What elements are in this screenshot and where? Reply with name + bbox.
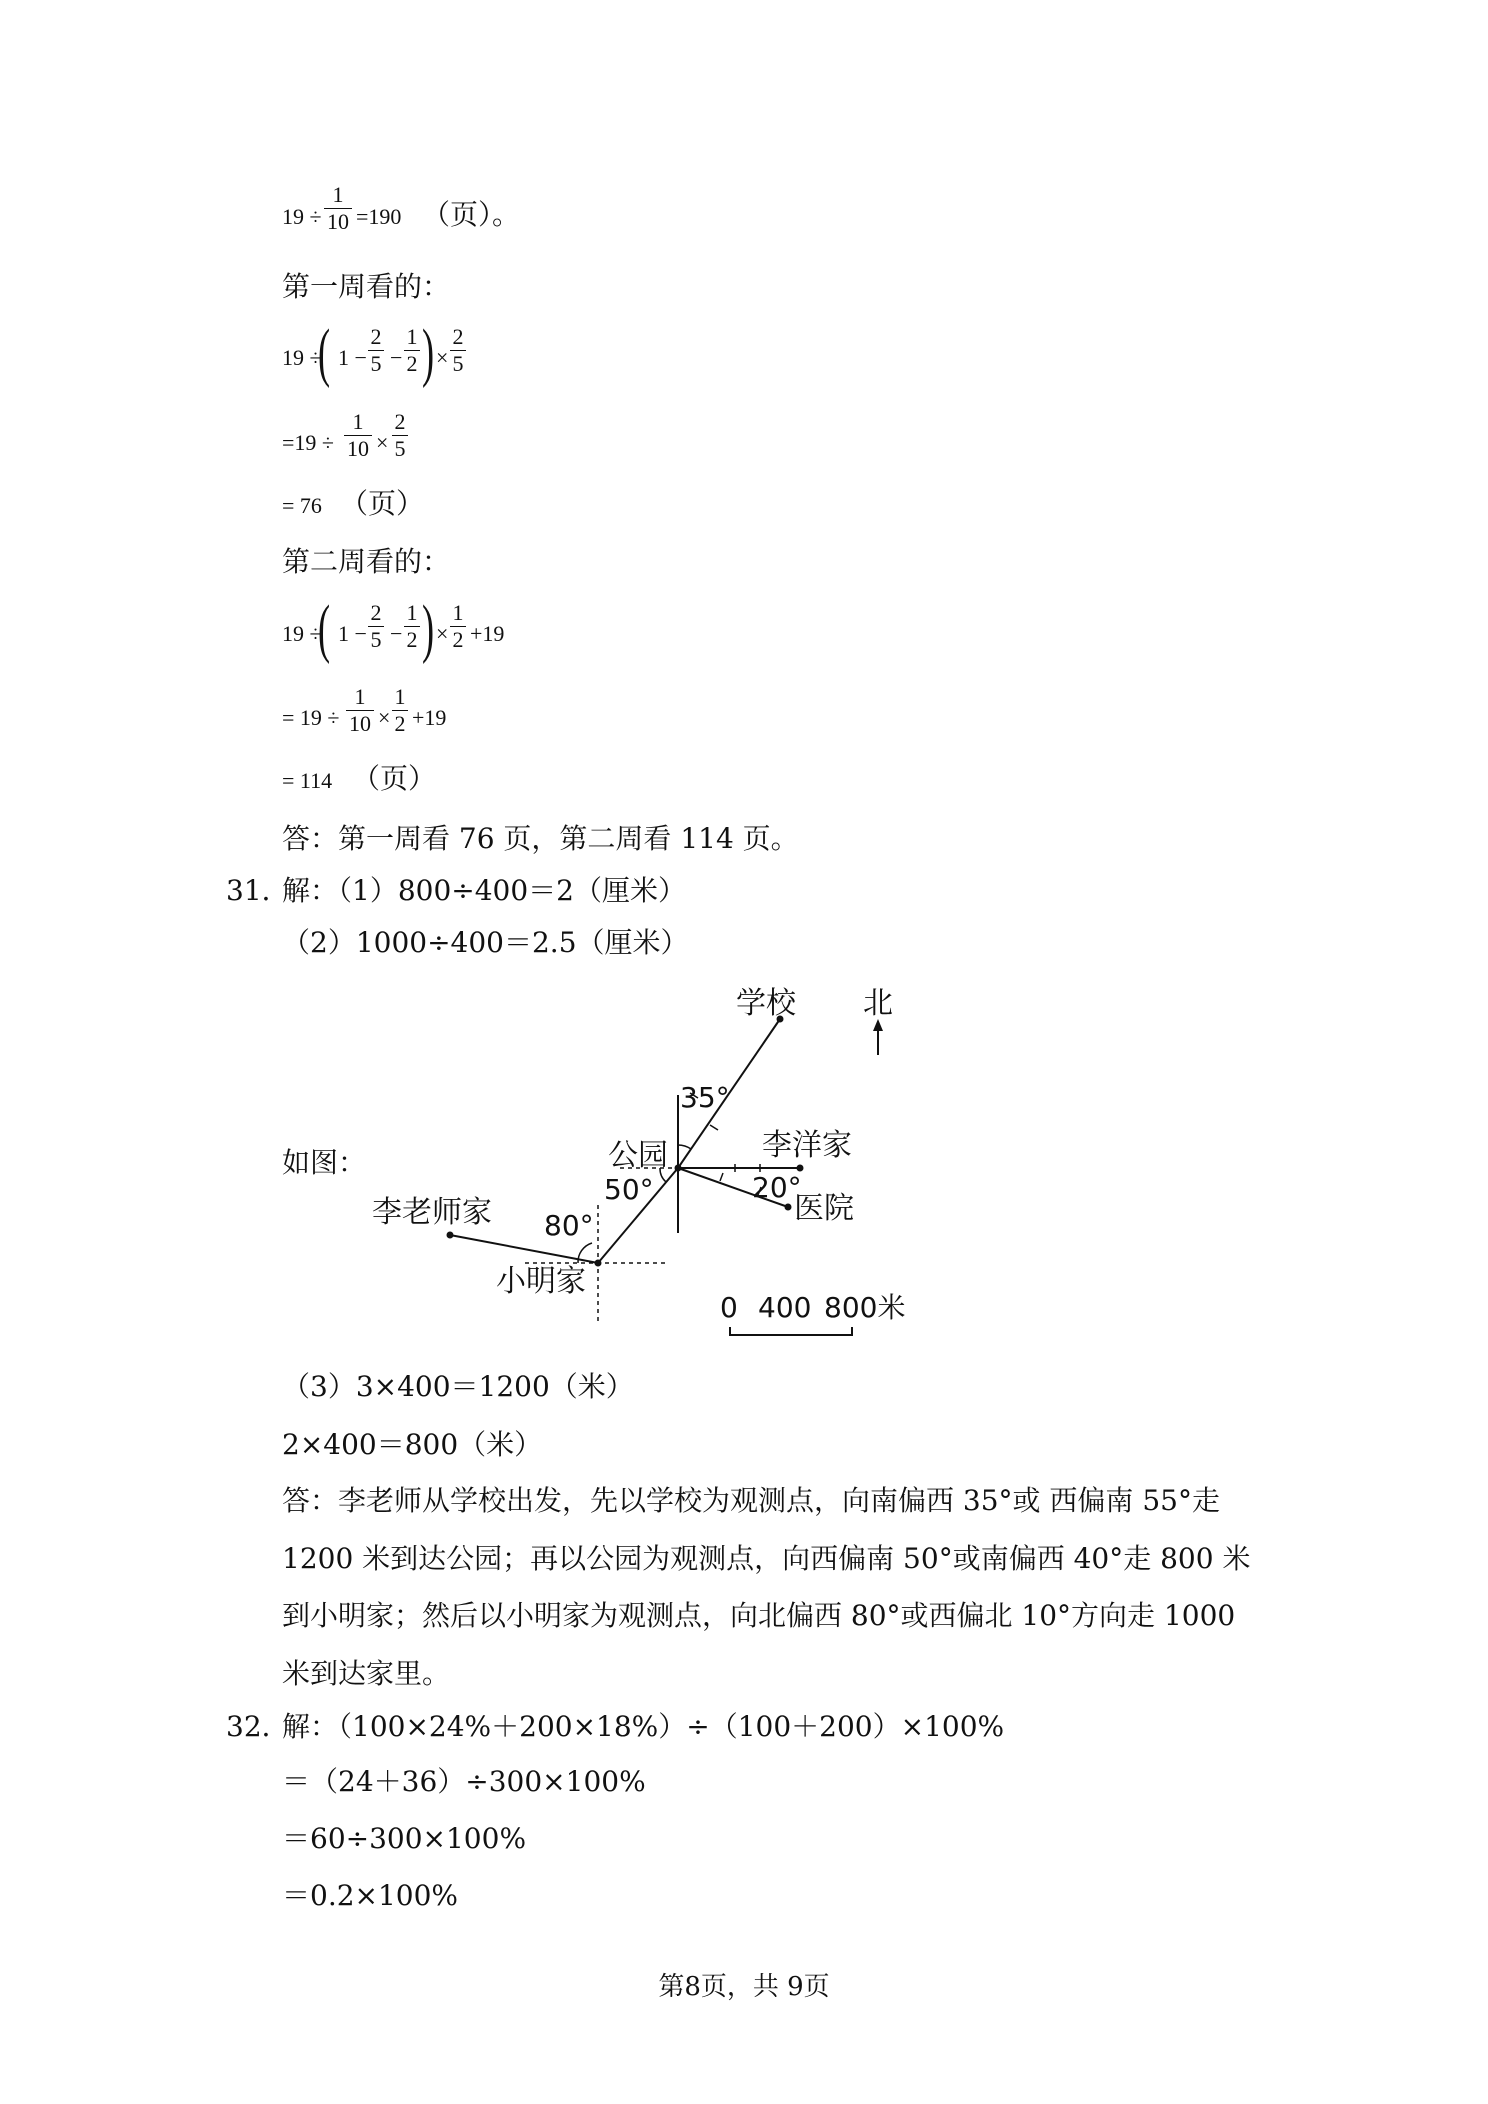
xiaoming-point <box>595 1260 602 1267</box>
denominator: 10 <box>344 435 372 462</box>
right-paren: ) <box>422 592 435 665</box>
denominator: 2 <box>450 626 466 653</box>
angle-35-arc <box>678 1145 691 1149</box>
label-liyang: 李洋家 <box>762 1128 852 1163</box>
denominator: 5 <box>392 435 408 462</box>
numerator: 2 <box>452 324 464 349</box>
left-paren: ( <box>318 316 331 389</box>
right-paren: ) <box>422 316 435 389</box>
unit-text: （页）。 <box>422 198 521 231</box>
denominator: 2 <box>404 350 420 377</box>
fraction <box>368 600 384 653</box>
expr-part: 1 − <box>338 345 367 370</box>
q32-line: ＝0.2×100% <box>282 1879 459 1912</box>
scale-bar <box>730 1327 852 1335</box>
label-angle-35: 35° <box>680 1081 730 1114</box>
expr-part: +19 <box>412 705 447 730</box>
denominator: 2 <box>392 710 408 737</box>
denominator: 5 <box>450 350 466 377</box>
label-angle-20: 20° <box>752 1171 802 1204</box>
denominator: 2 <box>404 626 420 653</box>
answer-line: 1200 米到达公园；再以公园为观测点，向西偏南 50°或南偏西 40°走 800 米 <box>282 1542 1251 1575</box>
fraction <box>392 684 408 737</box>
fraction <box>404 600 420 653</box>
park-point <box>675 1165 682 1172</box>
numerator: 2 <box>370 600 382 625</box>
expr-part: 19 ÷ <box>282 345 322 370</box>
week2-label: 第二周看的： <box>282 545 451 578</box>
label-hospital: 医院 <box>794 1191 854 1226</box>
q31-part2: （2）1000÷400＝2.5（厘米） <box>282 926 689 959</box>
numerator: 1 <box>406 600 418 625</box>
scale-label-800: 800米 <box>824 1291 906 1324</box>
direction-map <box>360 975 920 1350</box>
left-paren: ( <box>318 592 331 665</box>
numerator: 1 <box>452 600 464 625</box>
label-school: 学校 <box>736 986 796 1021</box>
teacher-point <box>447 1232 454 1239</box>
numerator: 1 <box>354 684 366 709</box>
fraction <box>450 600 466 653</box>
expr-part: = 114 <box>282 768 333 793</box>
numerator: 1 <box>406 324 418 349</box>
denominator: 5 <box>368 626 384 653</box>
q31-part4: 2×400＝800（米） <box>282 1428 543 1461</box>
fraction <box>324 182 352 235</box>
numerator: 1 <box>394 684 406 709</box>
numerator: 2 <box>394 409 406 434</box>
label-north: 北 <box>863 986 893 1021</box>
label-angle-80: 80° <box>544 1209 594 1242</box>
expr-part: 19 ÷ <box>282 621 322 646</box>
question-number-31: 31． <box>226 874 290 907</box>
fraction <box>450 324 466 377</box>
q32-line: ＝（24＋36）÷300×100% <box>282 1765 646 1798</box>
label-park: 公园 <box>608 1138 668 1173</box>
denominator: 10 <box>346 710 374 737</box>
label-teacher: 李老师家 <box>372 1195 492 1230</box>
expr-part: − <box>390 621 403 646</box>
scale-label-0: 0 <box>720 1291 738 1324</box>
fraction <box>344 409 372 462</box>
q31-part3: （3）3×400＝1200（米） <box>282 1370 634 1403</box>
answer-line: 到小明家；然后以小明家为观测点，向北偏西 80°或西偏北 10°方向走 1000 <box>282 1599 1236 1632</box>
hospital-point <box>785 1204 792 1211</box>
denominator: 5 <box>368 350 384 377</box>
scale-label-400: 400 <box>758 1291 812 1324</box>
numerator: 1 <box>332 182 344 207</box>
expr-part: =19 ÷ <box>282 430 334 455</box>
answer-30: 答：第一周看 76 页，第二周看 114 页。 <box>282 822 799 855</box>
expr-part: × <box>436 621 449 646</box>
label-angle-50: 50° <box>604 1173 654 1206</box>
expr-part: × <box>378 705 391 730</box>
answer-line: 答：李老师从学校出发，先以学校为观测点，向南偏西 35°或 西偏南 55°走 <box>282 1484 1220 1517</box>
fraction <box>392 409 408 462</box>
q31-rutu: 如图： <box>282 1146 367 1179</box>
numerator: 2 <box>370 324 382 349</box>
answer-line: 米到达家里。 <box>282 1657 451 1690</box>
unit-text: （页） <box>352 762 437 795</box>
unit-text: （页） <box>340 487 425 520</box>
week1-label: 第一周看的： <box>282 270 451 303</box>
q32-line: 解：（100×24%＋200×18%）÷（100＋200）×100% <box>282 1710 1005 1743</box>
question-number-32: 32． <box>226 1710 290 1743</box>
fraction <box>404 324 420 377</box>
expr-part: +19 <box>470 621 505 646</box>
expr-part: = 76 <box>282 493 322 518</box>
q32-line: ＝60÷300×100% <box>282 1822 527 1855</box>
fraction <box>346 684 374 737</box>
expr-part: 1 − <box>338 621 367 646</box>
expr-part: 19 ÷ <box>282 204 322 229</box>
expr-part: − <box>390 345 403 370</box>
denominator: 10 <box>324 208 352 235</box>
expr-part: × <box>376 430 389 455</box>
numerator: 1 <box>352 409 364 434</box>
expr-part: × <box>436 345 449 370</box>
expr-part: =190 <box>356 204 402 229</box>
page-footer: 第8页，共 9页 <box>658 1972 830 2002</box>
expr-part: = 19 ÷ <box>282 705 340 730</box>
label-xiaoming: 小明家 <box>496 1264 586 1299</box>
q31-part1: 解：（1）800÷400＝2（厘米） <box>282 874 686 907</box>
fraction <box>368 324 384 377</box>
